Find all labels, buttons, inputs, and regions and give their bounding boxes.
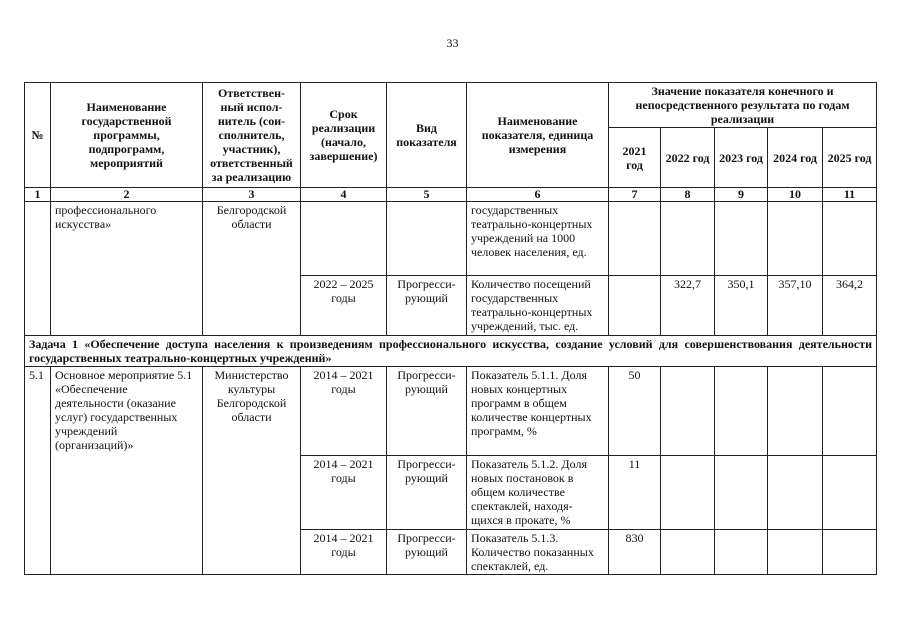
continuation-program-name: профессионального искусства» (51, 202, 203, 336)
value-cell: 357,10 (768, 276, 823, 336)
value-cell: 364,2 (823, 276, 877, 336)
header-period: Срок реализации (начало, завершение) (301, 83, 387, 188)
value-cell: 350,1 (715, 276, 768, 336)
header-number: № (25, 83, 51, 188)
column-number: 4 (301, 188, 387, 202)
continuation-indicator-1: государственных театрально-концертных учреждений на 1000 человек населения, ед. (467, 202, 609, 276)
header-indicator-name: Наименование показателя, единица измерения (467, 83, 609, 188)
column-number: 6 (467, 188, 609, 202)
header-program-name: Наименование государственной программы, подпрограмм, мероприятий (51, 83, 203, 188)
value-cell (661, 367, 715, 456)
indicator-type: Прогресси-рующий (387, 456, 467, 530)
header-year-2023: 2023 год (715, 128, 768, 188)
indicators-table (24, 82, 877, 575)
event-executor: Министерство культуры Белгородской области (203, 367, 301, 575)
indicator-name: Показатель 5.1.3. Количество показанных спектаклей, ед. (467, 530, 609, 575)
value-cell (661, 456, 715, 530)
continuation-period-1 (301, 202, 387, 276)
value-cell (823, 202, 877, 276)
continuation-type-2: Прогресси-рующий (387, 276, 467, 336)
value-cell (715, 456, 768, 530)
header-year-2024: 2024 год (768, 128, 823, 188)
continuation-type-1 (387, 202, 467, 276)
value-cell (609, 276, 661, 336)
column-number: 3 (203, 188, 301, 202)
continuation-period-2: 2022 – 2025 годы (301, 276, 387, 336)
header-indicator-type: Вид показателя (387, 83, 467, 188)
header-year-2021: 2021 год (609, 128, 661, 188)
column-number: 7 (609, 188, 661, 202)
value-cell (768, 202, 823, 276)
column-number: 2 (51, 188, 203, 202)
value-cell (661, 202, 715, 276)
indicator-type: Прогресси-рующий (387, 367, 467, 456)
event-name: Основное мероприятие 5.1 «Обеспечение деятельности (оказание услуг) государственных учреждений (организаций)» (51, 367, 203, 575)
value-cell: 322,7 (661, 276, 715, 336)
page-number: 33 (446, 36, 459, 50)
value-cell (715, 367, 768, 456)
value-cell (768, 456, 823, 530)
value-cell (715, 202, 768, 276)
indicator-name: Показатель 5.1.2. Доля новых постановок в общем количестве спектаклей, находя-щихся в прокате, % (467, 456, 609, 530)
value-cell (823, 367, 877, 456)
header-year-2022: 2022 год (661, 128, 715, 188)
value-cell (768, 367, 823, 456)
continuation-number-cell (25, 202, 51, 336)
indicator-period: 2014 – 2021 годы (301, 530, 387, 575)
column-number: 8 (661, 188, 715, 202)
task-row: Задача 1 «Обеспечение доступа населения к произведениям профессионального искусства, создание условий для совершенствования деятельности государственных театрально-концертных учреждений» (25, 336, 877, 367)
value-cell (609, 202, 661, 276)
column-number: 11 (823, 188, 877, 202)
value-cell (823, 530, 877, 575)
value-cell: 830 (609, 530, 661, 575)
value-cell (715, 530, 768, 575)
value-cell: 50 (609, 367, 661, 456)
indicator-period: 2014 – 2021 годы (301, 456, 387, 530)
column-number: 10 (768, 188, 823, 202)
header-year-2025: 2025 год (823, 128, 877, 188)
value-cell: 11 (609, 456, 661, 530)
value-cell (768, 530, 823, 575)
indicator-period: 2014 – 2021 годы (301, 367, 387, 456)
column-number: 5 (387, 188, 467, 202)
indicator-name: Показатель 5.1.1. Доля новых концертных программ в общем количестве концертных программ, % (467, 367, 609, 456)
header-executor: Ответствен-ный испол-нитель (сои-сполнитель, участник), ответственный за реализацию (203, 83, 301, 188)
continuation-indicator-2: Количество посещений государственных театрально-концертных учреждений, тыс. ед. (467, 276, 609, 336)
event-number: 5.1 (25, 367, 51, 575)
value-cell (661, 530, 715, 575)
value-cell (823, 456, 877, 530)
header-values-group: Значение показателя конечного и непосредственного результата по годам реализации (609, 83, 877, 128)
continuation-executor: Белгородской области (203, 202, 301, 336)
column-number: 9 (715, 188, 768, 202)
column-number: 1 (25, 188, 51, 202)
indicator-type: Прогресси-рующий (387, 530, 467, 575)
